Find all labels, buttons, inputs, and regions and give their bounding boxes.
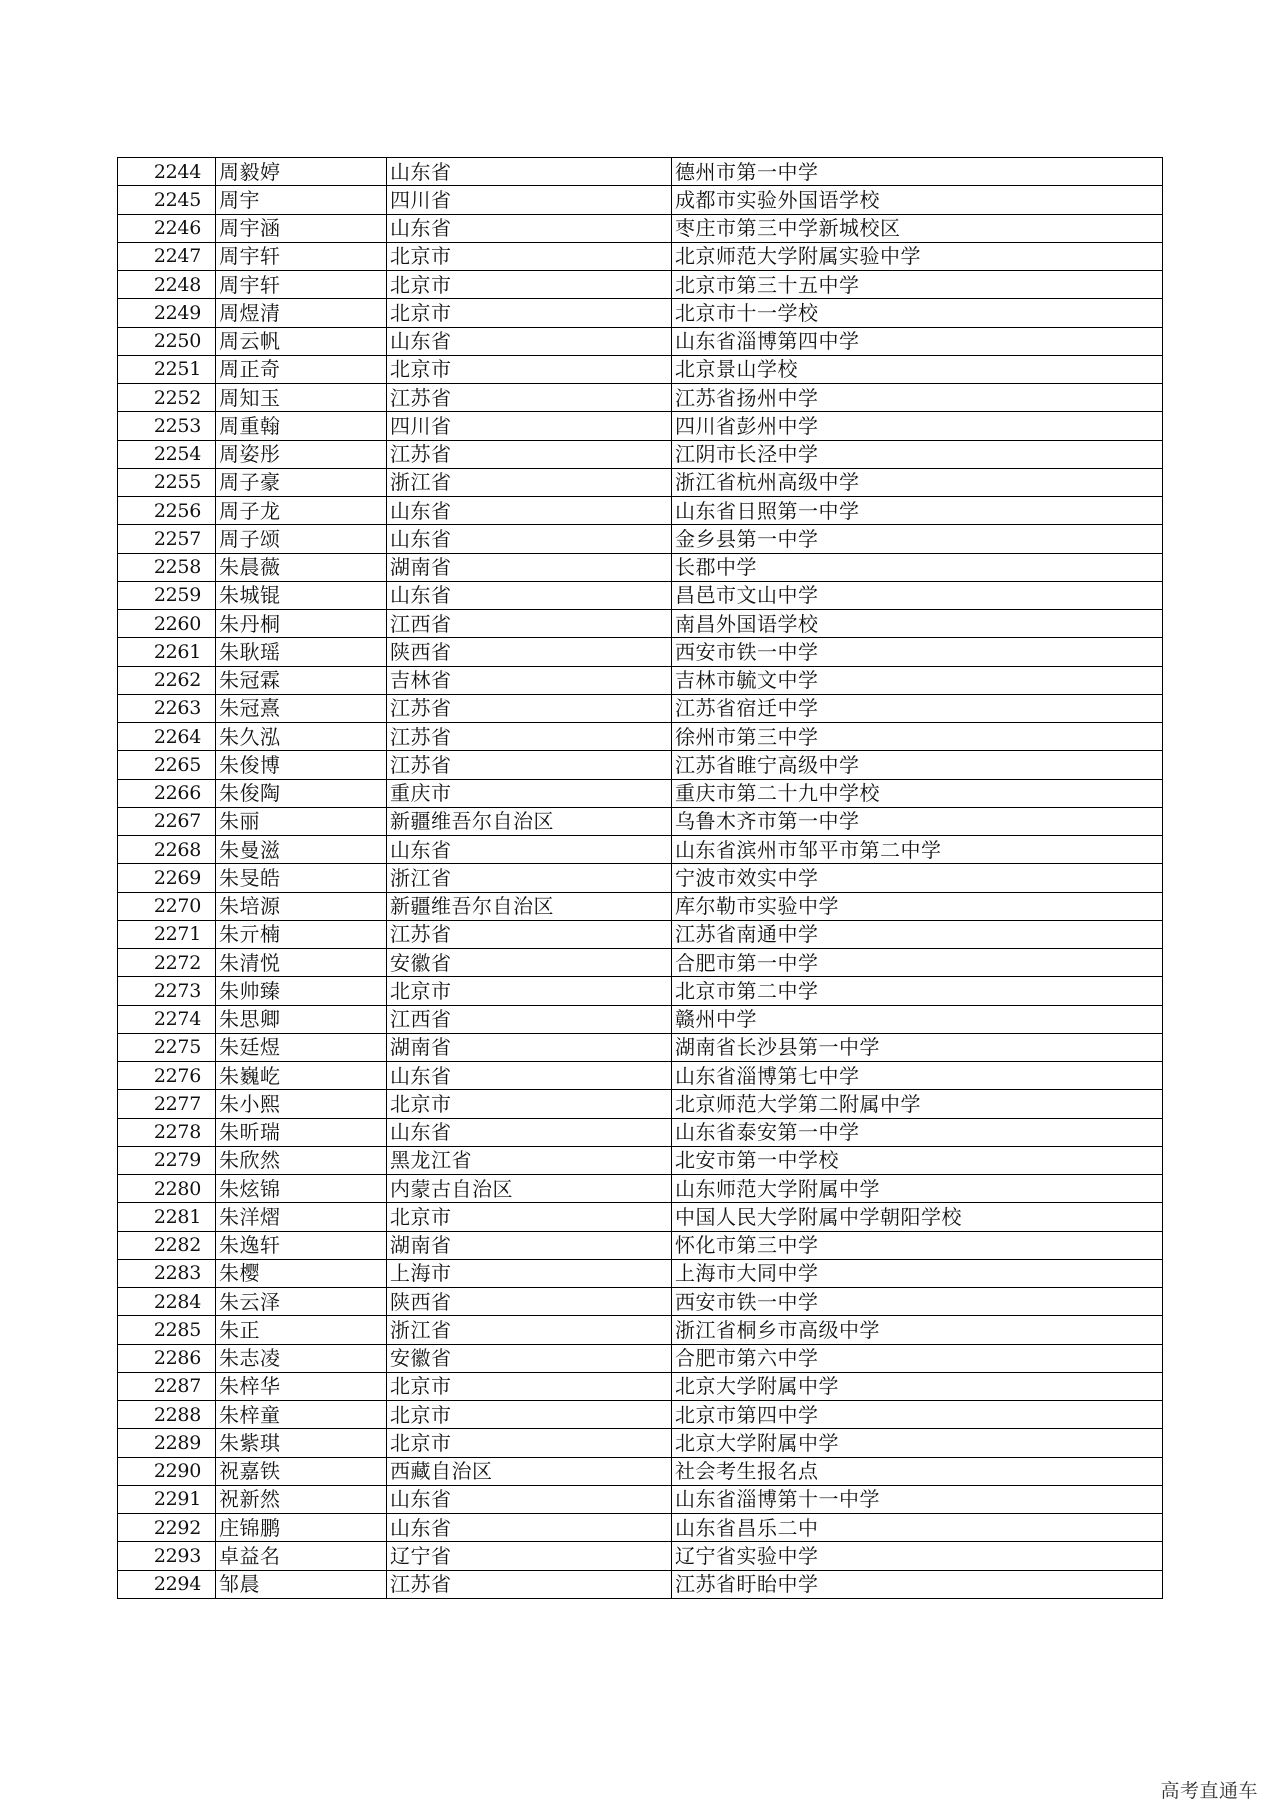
- school-cell: 赣州中学: [672, 1005, 1163, 1033]
- row-number-cell: 2251: [118, 355, 216, 383]
- table-row: [118, 920, 1163, 948]
- school-cell: 江苏省宿迁中学: [672, 694, 1163, 722]
- row-number-cell: 2288: [118, 1401, 216, 1429]
- table-row: [118, 412, 1163, 440]
- row-number-cell: 2287: [118, 1372, 216, 1400]
- table-row: [118, 807, 1163, 835]
- row-number-cell: 2252: [118, 384, 216, 412]
- name-cell: 朱旻皓: [216, 864, 387, 892]
- row-number-cell: 2261: [118, 638, 216, 666]
- school-cell: 乌鲁木齐市第一中学: [672, 807, 1163, 835]
- name-cell: 朱帅臻: [216, 977, 387, 1005]
- province-cell: 内蒙古自治区: [387, 1175, 672, 1203]
- row-number-cell: 2257: [118, 525, 216, 553]
- table-row: [118, 1429, 1163, 1457]
- table-row: [118, 723, 1163, 751]
- table-row: [118, 1203, 1163, 1231]
- row-number-cell: 2256: [118, 497, 216, 525]
- school-cell: 四川省彭州中学: [672, 412, 1163, 440]
- province-cell: 湖南省: [387, 1033, 672, 1061]
- school-cell: 徐州市第三中学: [672, 723, 1163, 751]
- row-number-cell: 2245: [118, 186, 216, 214]
- table-row: [118, 1514, 1163, 1542]
- school-cell: 山东省淄博第十一中学: [672, 1485, 1163, 1513]
- province-cell: 山东省: [387, 158, 672, 186]
- table-row: [118, 581, 1163, 609]
- row-number-cell: 2247: [118, 242, 216, 270]
- row-number-cell: 2271: [118, 920, 216, 948]
- province-cell: 黑龙江省: [387, 1146, 672, 1174]
- name-cell: 邹晨: [216, 1570, 387, 1598]
- roster-table: [117, 157, 1163, 1599]
- province-cell: 江苏省: [387, 723, 672, 751]
- name-cell: 朱培源: [216, 892, 387, 920]
- province-cell: 湖南省: [387, 1231, 672, 1259]
- school-cell: 北京师范大学附属实验中学: [672, 242, 1163, 270]
- name-cell: 朱廷煜: [216, 1033, 387, 1061]
- province-cell: 辽宁省: [387, 1542, 672, 1570]
- province-cell: 江苏省: [387, 440, 672, 468]
- table-row: [118, 1344, 1163, 1372]
- table-row: [118, 525, 1163, 553]
- school-cell: 山东省淄博第七中学: [672, 1062, 1163, 1090]
- school-cell: 江苏省盱眙中学: [672, 1570, 1163, 1598]
- province-cell: 北京市: [387, 355, 672, 383]
- school-cell: 北京大学附属中学: [672, 1372, 1163, 1400]
- province-cell: 新疆维吾尔自治区: [387, 892, 672, 920]
- province-cell: 北京市: [387, 1090, 672, 1118]
- school-cell: 西安市铁一中学: [672, 1288, 1163, 1316]
- row-number-cell: 2268: [118, 836, 216, 864]
- school-cell: 金乡县第一中学: [672, 525, 1163, 553]
- province-cell: 上海市: [387, 1259, 672, 1287]
- school-cell: 宁波市效实中学: [672, 864, 1163, 892]
- province-cell: 四川省: [387, 412, 672, 440]
- row-number-cell: 2264: [118, 723, 216, 751]
- name-cell: 周云帆: [216, 327, 387, 355]
- table-row: [118, 158, 1163, 186]
- school-cell: 山东省泰安第一中学: [672, 1118, 1163, 1146]
- province-cell: 江苏省: [387, 751, 672, 779]
- school-cell: 北京大学附属中学: [672, 1429, 1163, 1457]
- table-row: [118, 1090, 1163, 1118]
- name-cell: 朱城锟: [216, 581, 387, 609]
- table-row: [118, 779, 1163, 807]
- name-cell: 祝新然: [216, 1485, 387, 1513]
- province-cell: 山东省: [387, 1485, 672, 1513]
- province-cell: 浙江省: [387, 468, 672, 496]
- name-cell: 周宇: [216, 186, 387, 214]
- row-number-cell: 2284: [118, 1288, 216, 1316]
- row-number-cell: 2276: [118, 1062, 216, 1090]
- province-cell: 北京市: [387, 977, 672, 1005]
- name-cell: 朱洋熠: [216, 1203, 387, 1231]
- province-cell: 江苏省: [387, 1570, 672, 1598]
- name-cell: 朱思卿: [216, 1005, 387, 1033]
- school-cell: 昌邑市文山中学: [672, 581, 1163, 609]
- table-row: [118, 186, 1163, 214]
- province-cell: 江苏省: [387, 920, 672, 948]
- school-cell: 北京市第二中学: [672, 977, 1163, 1005]
- school-cell: 合肥市第六中学: [672, 1344, 1163, 1372]
- province-cell: 江苏省: [387, 384, 672, 412]
- table-row: [118, 1372, 1163, 1400]
- row-number-cell: 2263: [118, 694, 216, 722]
- school-cell: 北京市第三十五中学: [672, 271, 1163, 299]
- row-number-cell: 2266: [118, 779, 216, 807]
- province-cell: 浙江省: [387, 864, 672, 892]
- table-row: [118, 1062, 1163, 1090]
- school-cell: 湖南省长沙县第一中学: [672, 1033, 1163, 1061]
- row-number-cell: 2283: [118, 1259, 216, 1287]
- name-cell: 朱曼滋: [216, 836, 387, 864]
- school-cell: 北京市十一学校: [672, 299, 1163, 327]
- row-number-cell: 2279: [118, 1146, 216, 1174]
- school-cell: 北安市第一中学校: [672, 1146, 1163, 1174]
- row-number-cell: 2285: [118, 1316, 216, 1344]
- school-cell: 北京景山学校: [672, 355, 1163, 383]
- row-number-cell: 2292: [118, 1514, 216, 1542]
- province-cell: 山东省: [387, 525, 672, 553]
- name-cell: 周知玉: [216, 384, 387, 412]
- table-row: [118, 1316, 1163, 1344]
- school-cell: 南昌外国语学校: [672, 610, 1163, 638]
- province-cell: 新疆维吾尔自治区: [387, 807, 672, 835]
- province-cell: 重庆市: [387, 779, 672, 807]
- name-cell: 朱俊陶: [216, 779, 387, 807]
- row-number-cell: 2291: [118, 1485, 216, 1513]
- school-cell: 西安市铁一中学: [672, 638, 1163, 666]
- row-number-cell: 2280: [118, 1175, 216, 1203]
- row-number-cell: 2267: [118, 807, 216, 835]
- name-cell: 朱梓童: [216, 1401, 387, 1429]
- table-row: [118, 864, 1163, 892]
- row-number-cell: 2277: [118, 1090, 216, 1118]
- row-number-cell: 2250: [118, 327, 216, 355]
- watermark: 高考直通车: [1160, 1780, 1258, 1802]
- name-cell: 朱炫锦: [216, 1175, 387, 1203]
- school-cell: 辽宁省实验中学: [672, 1542, 1163, 1570]
- table-row: [118, 327, 1163, 355]
- province-cell: 吉林省: [387, 666, 672, 694]
- table-row: [118, 1542, 1163, 1570]
- table-row: [118, 1485, 1163, 1513]
- name-cell: 朱紫琪: [216, 1429, 387, 1457]
- table-row: [118, 836, 1163, 864]
- row-number-cell: 2272: [118, 949, 216, 977]
- province-cell: 山东省: [387, 327, 672, 355]
- school-cell: 长郡中学: [672, 553, 1163, 581]
- name-cell: 卓益名: [216, 1542, 387, 1570]
- name-cell: 朱丽: [216, 807, 387, 835]
- table-row: [118, 440, 1163, 468]
- province-cell: 北京市: [387, 1203, 672, 1231]
- province-cell: 北京市: [387, 271, 672, 299]
- row-number-cell: 2294: [118, 1570, 216, 1598]
- name-cell: 周宇轩: [216, 242, 387, 270]
- name-cell: 庄锦鹏: [216, 1514, 387, 1542]
- school-cell: 库尔勒市实验中学: [672, 892, 1163, 920]
- row-number-cell: 2273: [118, 977, 216, 1005]
- province-cell: 山东省: [387, 1062, 672, 1090]
- row-number-cell: 2255: [118, 468, 216, 496]
- row-number-cell: 2274: [118, 1005, 216, 1033]
- row-number-cell: 2293: [118, 1542, 216, 1570]
- province-cell: 山东省: [387, 497, 672, 525]
- school-cell: 山东师范大学附属中学: [672, 1175, 1163, 1203]
- school-cell: 浙江省杭州高级中学: [672, 468, 1163, 496]
- row-number-cell: 2248: [118, 271, 216, 299]
- province-cell: 山东省: [387, 836, 672, 864]
- table-row: [118, 1146, 1163, 1174]
- name-cell: 周子颂: [216, 525, 387, 553]
- row-number-cell: 2260: [118, 610, 216, 638]
- table-row: [118, 638, 1163, 666]
- row-number-cell: 2262: [118, 666, 216, 694]
- name-cell: 周毅婷: [216, 158, 387, 186]
- name-cell: 朱耿瑶: [216, 638, 387, 666]
- name-cell: 周子龙: [216, 497, 387, 525]
- name-cell: 朱清悦: [216, 949, 387, 977]
- name-cell: 朱昕瑞: [216, 1118, 387, 1146]
- province-cell: 北京市: [387, 1372, 672, 1400]
- province-cell: 北京市: [387, 299, 672, 327]
- name-cell: 朱逸轩: [216, 1231, 387, 1259]
- school-cell: 江苏省南通中学: [672, 920, 1163, 948]
- table-row: [118, 1118, 1163, 1146]
- province-cell: 陕西省: [387, 1288, 672, 1316]
- table-row: [118, 610, 1163, 638]
- row-number-cell: 2278: [118, 1118, 216, 1146]
- province-cell: 山东省: [387, 581, 672, 609]
- name-cell: 朱巍屹: [216, 1062, 387, 1090]
- table-row: [118, 299, 1163, 327]
- name-cell: 朱樱: [216, 1259, 387, 1287]
- school-cell: 成都市实验外国语学校: [672, 186, 1163, 214]
- row-number-cell: 2259: [118, 581, 216, 609]
- table-row: [118, 355, 1163, 383]
- name-cell: 周正奇: [216, 355, 387, 383]
- table-row: [118, 242, 1163, 270]
- name-cell: 朱冠霖: [216, 666, 387, 694]
- name-cell: 周重翰: [216, 412, 387, 440]
- school-cell: 吉林市毓文中学: [672, 666, 1163, 694]
- name-cell: 周子豪: [216, 468, 387, 496]
- province-cell: 浙江省: [387, 1316, 672, 1344]
- table-row: [118, 1033, 1163, 1061]
- name-cell: 朱欣然: [216, 1146, 387, 1174]
- table-row: [118, 694, 1163, 722]
- name-cell: 朱晨薇: [216, 553, 387, 581]
- school-cell: 北京市第四中学: [672, 1401, 1163, 1429]
- province-cell: 陕西省: [387, 638, 672, 666]
- school-cell: 北京师范大学第二附属中学: [672, 1090, 1163, 1118]
- row-number-cell: 2286: [118, 1344, 216, 1372]
- table-row: [118, 977, 1163, 1005]
- name-cell: 周宇轩: [216, 271, 387, 299]
- table-row: [118, 666, 1163, 694]
- name-cell: 朱亓楠: [216, 920, 387, 948]
- row-number-cell: 2265: [118, 751, 216, 779]
- province-cell: 四川省: [387, 186, 672, 214]
- school-cell: 山东省昌乐二中: [672, 1514, 1163, 1542]
- table-row: [118, 892, 1163, 920]
- table-row: [118, 384, 1163, 412]
- province-cell: 北京市: [387, 242, 672, 270]
- province-cell: 山东省: [387, 214, 672, 242]
- table-row: [118, 271, 1163, 299]
- table-row: [118, 1175, 1163, 1203]
- name-cell: 朱正: [216, 1316, 387, 1344]
- table-row: [118, 553, 1163, 581]
- name-cell: 周煜清: [216, 299, 387, 327]
- table-row: [118, 497, 1163, 525]
- name-cell: 周姿彤: [216, 440, 387, 468]
- row-number-cell: 2269: [118, 864, 216, 892]
- name-cell: 朱冠熹: [216, 694, 387, 722]
- school-cell: 合肥市第一中学: [672, 949, 1163, 977]
- province-cell: 北京市: [387, 1429, 672, 1457]
- table-row: [118, 1457, 1163, 1485]
- school-cell: 社会考生报名点: [672, 1457, 1163, 1485]
- table-row: [118, 468, 1163, 496]
- province-cell: 安徽省: [387, 949, 672, 977]
- table-row: [118, 751, 1163, 779]
- table-row: [118, 1259, 1163, 1287]
- name-cell: 朱小熙: [216, 1090, 387, 1118]
- school-cell: 中国人民大学附属中学朝阳学校: [672, 1203, 1163, 1231]
- school-cell: 枣庄市第三中学新城校区: [672, 214, 1163, 242]
- row-number-cell: 2270: [118, 892, 216, 920]
- name-cell: 朱丹桐: [216, 610, 387, 638]
- name-cell: 朱久泓: [216, 723, 387, 751]
- school-cell: 怀化市第三中学: [672, 1231, 1163, 1259]
- row-number-cell: 2289: [118, 1429, 216, 1457]
- table-row: [118, 1231, 1163, 1259]
- row-number-cell: 2258: [118, 553, 216, 581]
- province-cell: 北京市: [387, 1401, 672, 1429]
- province-cell: 江西省: [387, 610, 672, 638]
- province-cell: 江苏省: [387, 694, 672, 722]
- province-cell: 山东省: [387, 1514, 672, 1542]
- school-cell: 山东省滨州市邹平市第二中学: [672, 836, 1163, 864]
- school-cell: 上海市大同中学: [672, 1259, 1163, 1287]
- province-cell: 西藏自治区: [387, 1457, 672, 1485]
- row-number-cell: 2254: [118, 440, 216, 468]
- table-row: [118, 1005, 1163, 1033]
- roster-body: [118, 158, 1163, 1599]
- name-cell: 朱云泽: [216, 1288, 387, 1316]
- province-cell: 安徽省: [387, 1344, 672, 1372]
- school-cell: 江苏省睢宁高级中学: [672, 751, 1163, 779]
- name-cell: 祝嘉铁: [216, 1457, 387, 1485]
- school-cell: 山东省淄博第四中学: [672, 327, 1163, 355]
- name-cell: 周宇涵: [216, 214, 387, 242]
- row-number-cell: 2281: [118, 1203, 216, 1231]
- province-cell: 江西省: [387, 1005, 672, 1033]
- school-cell: 山东省日照第一中学: [672, 497, 1163, 525]
- school-cell: 重庆市第二十九中学校: [672, 779, 1163, 807]
- row-number-cell: 2246: [118, 214, 216, 242]
- row-number-cell: 2249: [118, 299, 216, 327]
- table-row: [118, 949, 1163, 977]
- province-cell: 湖南省: [387, 553, 672, 581]
- school-cell: 江阴市长泾中学: [672, 440, 1163, 468]
- table-row: [118, 1401, 1163, 1429]
- school-cell: 德州市第一中学: [672, 158, 1163, 186]
- row-number-cell: 2290: [118, 1457, 216, 1485]
- row-number-cell: 2244: [118, 158, 216, 186]
- table-row: [118, 1570, 1163, 1598]
- row-number-cell: 2275: [118, 1033, 216, 1061]
- school-cell: 浙江省桐乡市高级中学: [672, 1316, 1163, 1344]
- table-row: [118, 214, 1163, 242]
- row-number-cell: 2253: [118, 412, 216, 440]
- row-number-cell: 2282: [118, 1231, 216, 1259]
- name-cell: 朱梓华: [216, 1372, 387, 1400]
- table-row: [118, 1288, 1163, 1316]
- school-cell: 江苏省扬州中学: [672, 384, 1163, 412]
- province-cell: 山东省: [387, 1118, 672, 1146]
- name-cell: 朱俊博: [216, 751, 387, 779]
- name-cell: 朱志凌: [216, 1344, 387, 1372]
